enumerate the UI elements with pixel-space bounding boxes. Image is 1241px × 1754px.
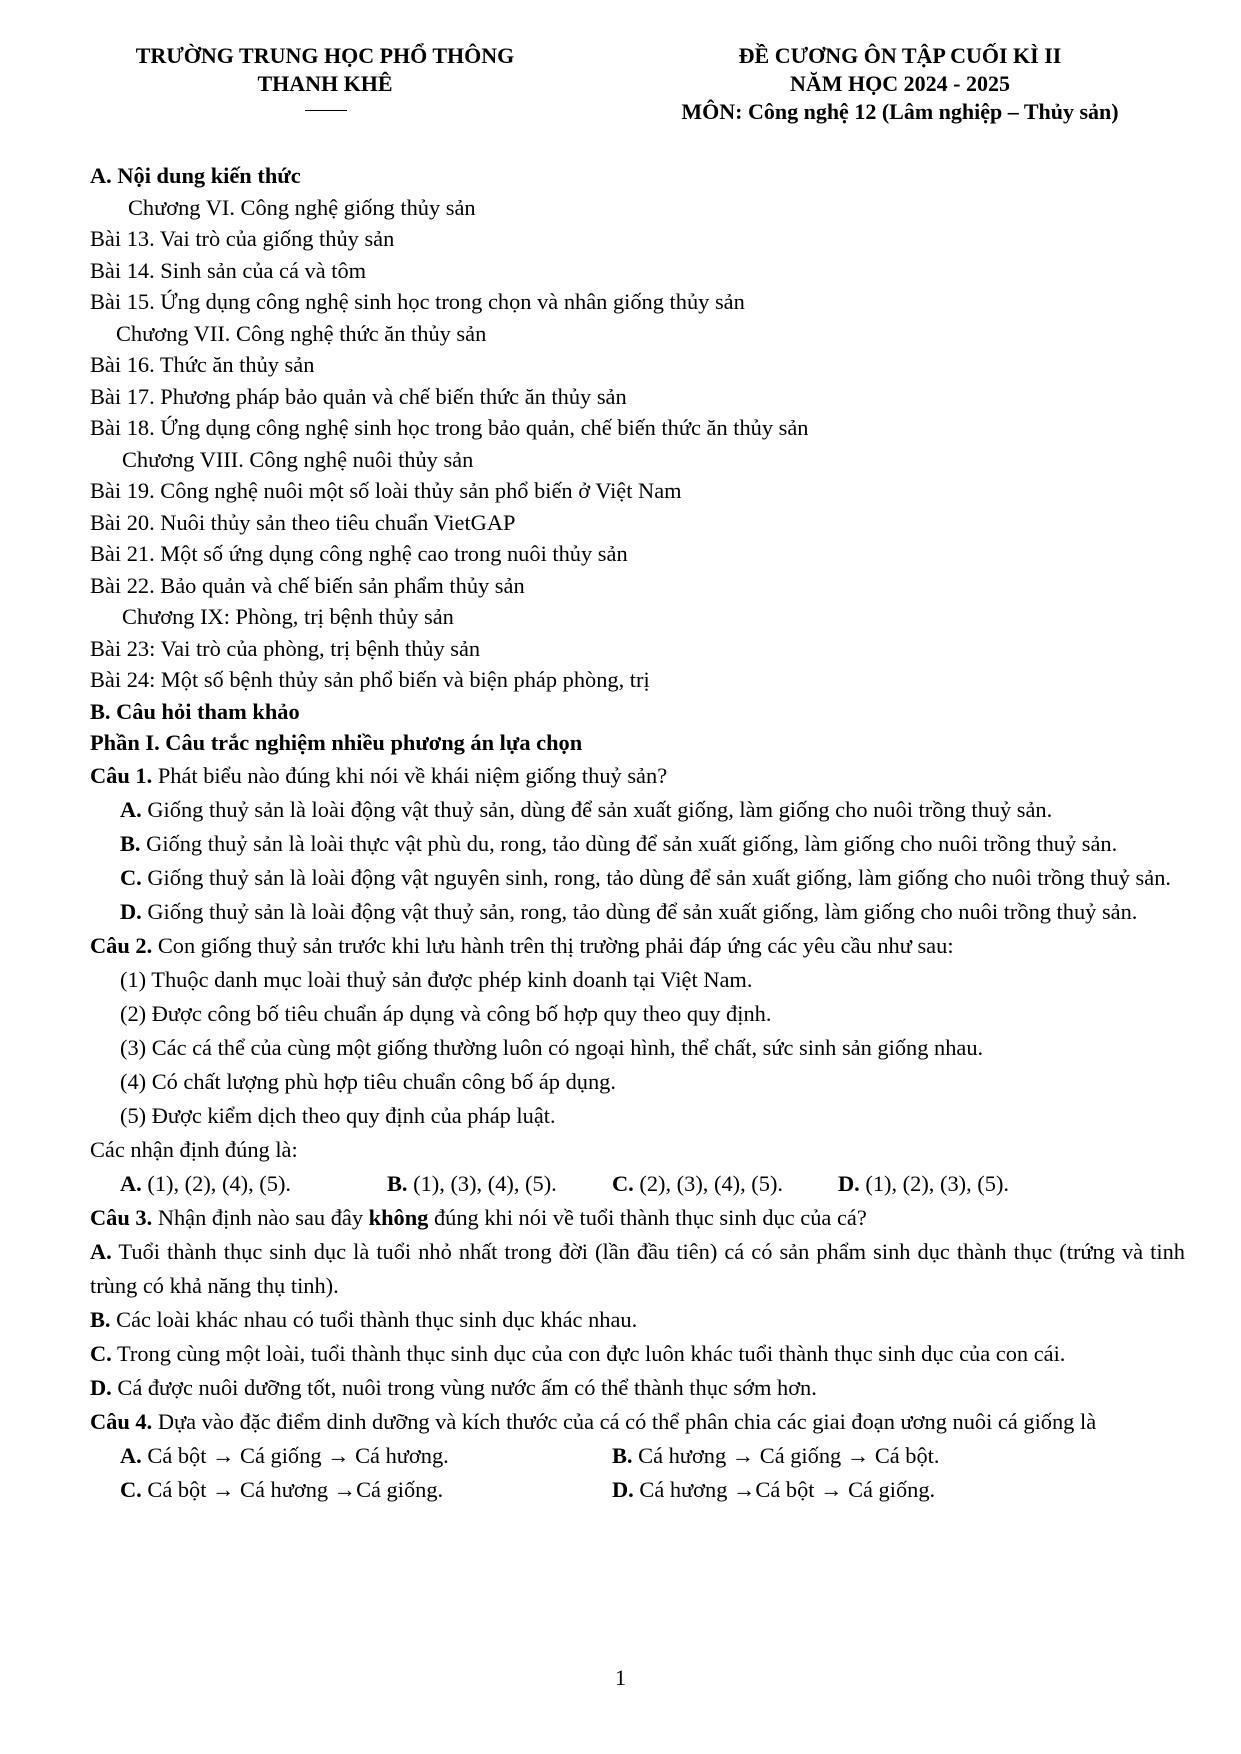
question-3-text: Nhận định nào sau đây <box>152 1204 369 1230</box>
q2-option-c <box>612 1167 783 1201</box>
question-4-label: Câu 4. <box>90 1408 153 1434</box>
option-label: A. <box>120 1442 142 1468</box>
lesson-23: Bài 23: Vai trò của phòng, trị bệnh thủy sản <box>90 635 481 661</box>
q2-statement-3: (3) Các cá thể của cùng một giống thường luôn có ngoại hình, thể chất, sức sinh sản giống nhau. <box>120 1034 984 1060</box>
option-text: (1), (2), (4), (5). <box>141 1170 291 1196</box>
page-number: 1 <box>615 1665 626 1690</box>
question-3-text-end: đúng khi nói về tuổi thành thục sinh dục của cá? <box>428 1204 867 1230</box>
school-line-1: TRƯỜNG TRUNG HỌC PHỔ THÔNG <box>135 43 515 68</box>
option-text: (1), (2), (3), (5). <box>859 1170 1009 1196</box>
question-2 <box>90 929 1185 963</box>
document-body <box>90 160 1185 1507</box>
section-a-heading: A. Nội dung kiến thức <box>90 163 301 188</box>
option-text: Các loài khác nhau có tuổi thành thục sinh dục khác nhau. <box>110 1306 638 1332</box>
lesson-24: Bài 24: Một số bệnh thủy sản phổ biến và biện pháp phòng, trị <box>90 667 650 692</box>
header-divider <box>305 110 347 111</box>
q2-option-b <box>387 1167 557 1201</box>
q1-option-d <box>90 895 1185 929</box>
lesson-20: Bài 20. Nuôi thủy sản theo tiêu chuẩn VietGAP <box>90 509 516 535</box>
q3-option-d <box>90 1371 1185 1405</box>
option-text: Giống thuỷ sản là loài động vật nguyên sinh, rong, tảo dùng để sản xuất giống, làm giống cho nuôi trồng thuỷ sản. <box>141 864 1171 890</box>
question-1 <box>90 759 1185 793</box>
q3-option-b <box>90 1303 1185 1337</box>
option-label: C. <box>612 1170 634 1196</box>
q2-option-a <box>120 1167 291 1201</box>
school-line-2: THANH KHÊ <box>257 71 393 96</box>
question-1-label: Câu 1. <box>90 762 153 788</box>
chapter-8: Chương VIII. Công nghệ nuôi thủy sản <box>122 446 474 472</box>
question-2-text: Con giống thuỷ sản trước khi lưu hành trên thị trường phải đáp ứng các yêu cầu như sau: <box>152 932 954 958</box>
q2-options <box>90 1167 1185 1201</box>
question-4-text: Dựa vào đặc điểm dinh dưỡng và kích thước của cá có thể phân chia các giai đoạn ương nuôi cá giống là <box>152 1408 1097 1434</box>
option-label: A. <box>120 1170 142 1196</box>
option-text: Trong cùng một loài, tuổi thành thục sinh dục của con đực luôn khác tuổi thành thục sinh dục của con cái. <box>111 1340 1066 1366</box>
q4-options-row-1 <box>90 1439 1185 1473</box>
question-3 <box>90 1201 1185 1235</box>
lesson-14: Bài 14. Sinh sản của cá và tôm <box>90 257 367 283</box>
q4-options-row-2 <box>90 1473 1185 1507</box>
q2-statement-5: (5) Được kiểm dịch theo quy định của pháp luật. <box>120 1102 556 1128</box>
option-text: Cá bột → Cá giống → Cá hương. <box>141 1442 449 1468</box>
question-4 <box>90 1405 1185 1439</box>
q2-statement-2: (2) Được công bố tiêu chuẩn áp dụng và công bố hợp quy theo quy định. <box>120 1000 772 1026</box>
section-b-heading: B. Câu hỏi tham khảo <box>90 698 300 724</box>
q4-option-b <box>612 1439 940 1473</box>
q2-prompt: Các nhận định đúng là: <box>90 1136 298 1162</box>
question-2-label: Câu 2. <box>90 932 153 958</box>
option-text: Giống thuỷ sản là loài động vật thuỷ sản, dùng để sản xuất giống, làm giống cho nuôi trồng thuỷ sản. <box>141 796 1053 822</box>
chapter-6: Chương VI. Công nghệ giống thủy sản <box>128 194 476 220</box>
lesson-17: Bài 17. Phương pháp bảo quản và chế biến thức ăn thủy sản <box>90 383 627 409</box>
option-label: B. <box>612 1442 633 1468</box>
option-text: Cá bột → Cá hương →Cá giống. <box>141 1476 444 1502</box>
option-label: B. <box>120 830 141 856</box>
q4-option-c <box>120 1473 443 1507</box>
option-text: Tuổi thành thục sinh dục là tuổi nhỏ nhất trong đời (lần đầu tiên) cá có sản phẩm sinh dục thành thục (trứng và tinh trùng có khả năng thụ tinh). <box>90 1238 1185 1298</box>
option-text: Giống thuỷ sản là loài động vật thuỷ sản, rong, tảo dùng để sản xuất giống, làm giống cho nuôi trồng thuỷ sản. <box>141 898 1138 924</box>
q2-statement-4: (4) Có chất lượng phù hợp tiêu chuẩn công bố áp dụng. <box>120 1068 616 1094</box>
chapter-7: Chương VII. Công nghệ thức ăn thủy sản <box>116 320 487 346</box>
option-label: D. <box>612 1476 634 1502</box>
lesson-21: Bài 21. Một số ứng dụng công nghệ cao trong nuôi thủy sản <box>90 541 628 566</box>
q4-option-d <box>612 1473 935 1507</box>
document-title <box>640 42 1160 126</box>
q3-option-a <box>90 1235 1185 1303</box>
lesson-19: Bài 19. Công nghệ nuôi một số loài thủy sản phổ biến ở Việt Nam <box>90 478 682 503</box>
lesson-16: Bài 16. Thức ăn thủy sản <box>90 352 315 377</box>
option-text: Giống thuỷ sản là loài thực vật phù du, rong, tảo dùng để sản xuất giống, làm giống cho nuôi trồng thuỷ sản. <box>140 830 1118 856</box>
question-3-label: Câu 3. <box>90 1204 153 1230</box>
option-text: (2), (3), (4), (5). <box>633 1170 783 1196</box>
option-text: Cá hương →Cá bột → Cá giống. <box>633 1476 936 1502</box>
q3-option-c <box>90 1337 1185 1371</box>
option-label: D. <box>838 1170 860 1196</box>
title-line-1: ĐỀ CƯƠNG ÔN TẬP CUỐI KÌ II <box>738 43 1062 68</box>
option-label: A. <box>90 1238 112 1264</box>
q2-statement-1: (1) Thuộc danh mục loài thuỷ sản được phép kinh doanh tại Việt Nam. <box>120 966 753 992</box>
q1-option-c <box>90 861 1185 895</box>
title-line-2: NĂM HỌC 2024 - 2025 <box>790 71 1010 96</box>
question-3-emphasis: không <box>368 1204 429 1230</box>
part-1-heading: Phần I. Câu trắc nghiệm nhiều phương án lựa chọn <box>90 730 583 755</box>
document-header <box>0 42 1241 142</box>
option-label: C. <box>120 864 142 890</box>
option-label: C. <box>90 1340 112 1366</box>
school-name <box>80 42 570 98</box>
lesson-13: Bài 13. Vai trò của giống thủy sản <box>90 226 395 251</box>
option-label: B. <box>387 1170 408 1196</box>
chapter-9: Chương IX: Phòng, trị bệnh thủy sản <box>122 604 454 629</box>
q1-option-b <box>90 827 1185 861</box>
option-label: D. <box>120 898 142 924</box>
q2-option-d <box>838 1167 1009 1201</box>
option-text: Cá được nuôi dưỡng tốt, nuôi trong vùng nước ấm có thể thành thục sớm hơn. <box>111 1374 817 1400</box>
option-text: Cá hương → Cá giống → Cá bột. <box>632 1442 940 1468</box>
option-label: A. <box>120 796 142 822</box>
option-label: D. <box>90 1374 112 1400</box>
title-line-3: MÔN: Công nghệ 12 (Lâm nghiệp – Thủy sản) <box>681 99 1119 124</box>
option-label: B. <box>90 1306 111 1332</box>
q1-option-a <box>90 793 1185 827</box>
option-label: C. <box>120 1476 142 1502</box>
lesson-15: Bài 15. Ứng dụng công nghệ sinh học trong chọn và nhân giống thủy sản <box>90 289 745 314</box>
lesson-22: Bài 22. Bảo quản và chế biến sản phẩm thủy sản <box>90 572 525 598</box>
lesson-18: Bài 18. Ứng dụng công nghệ sinh học trong bảo quản, chế biến thức ăn thủy sản <box>90 415 809 440</box>
option-text: (1), (3), (4), (5). <box>407 1170 557 1196</box>
q4-option-a <box>120 1439 449 1473</box>
question-1-text: Phát biểu nào đúng khi nói về khái niệm giống thuỷ sản? <box>152 762 668 788</box>
